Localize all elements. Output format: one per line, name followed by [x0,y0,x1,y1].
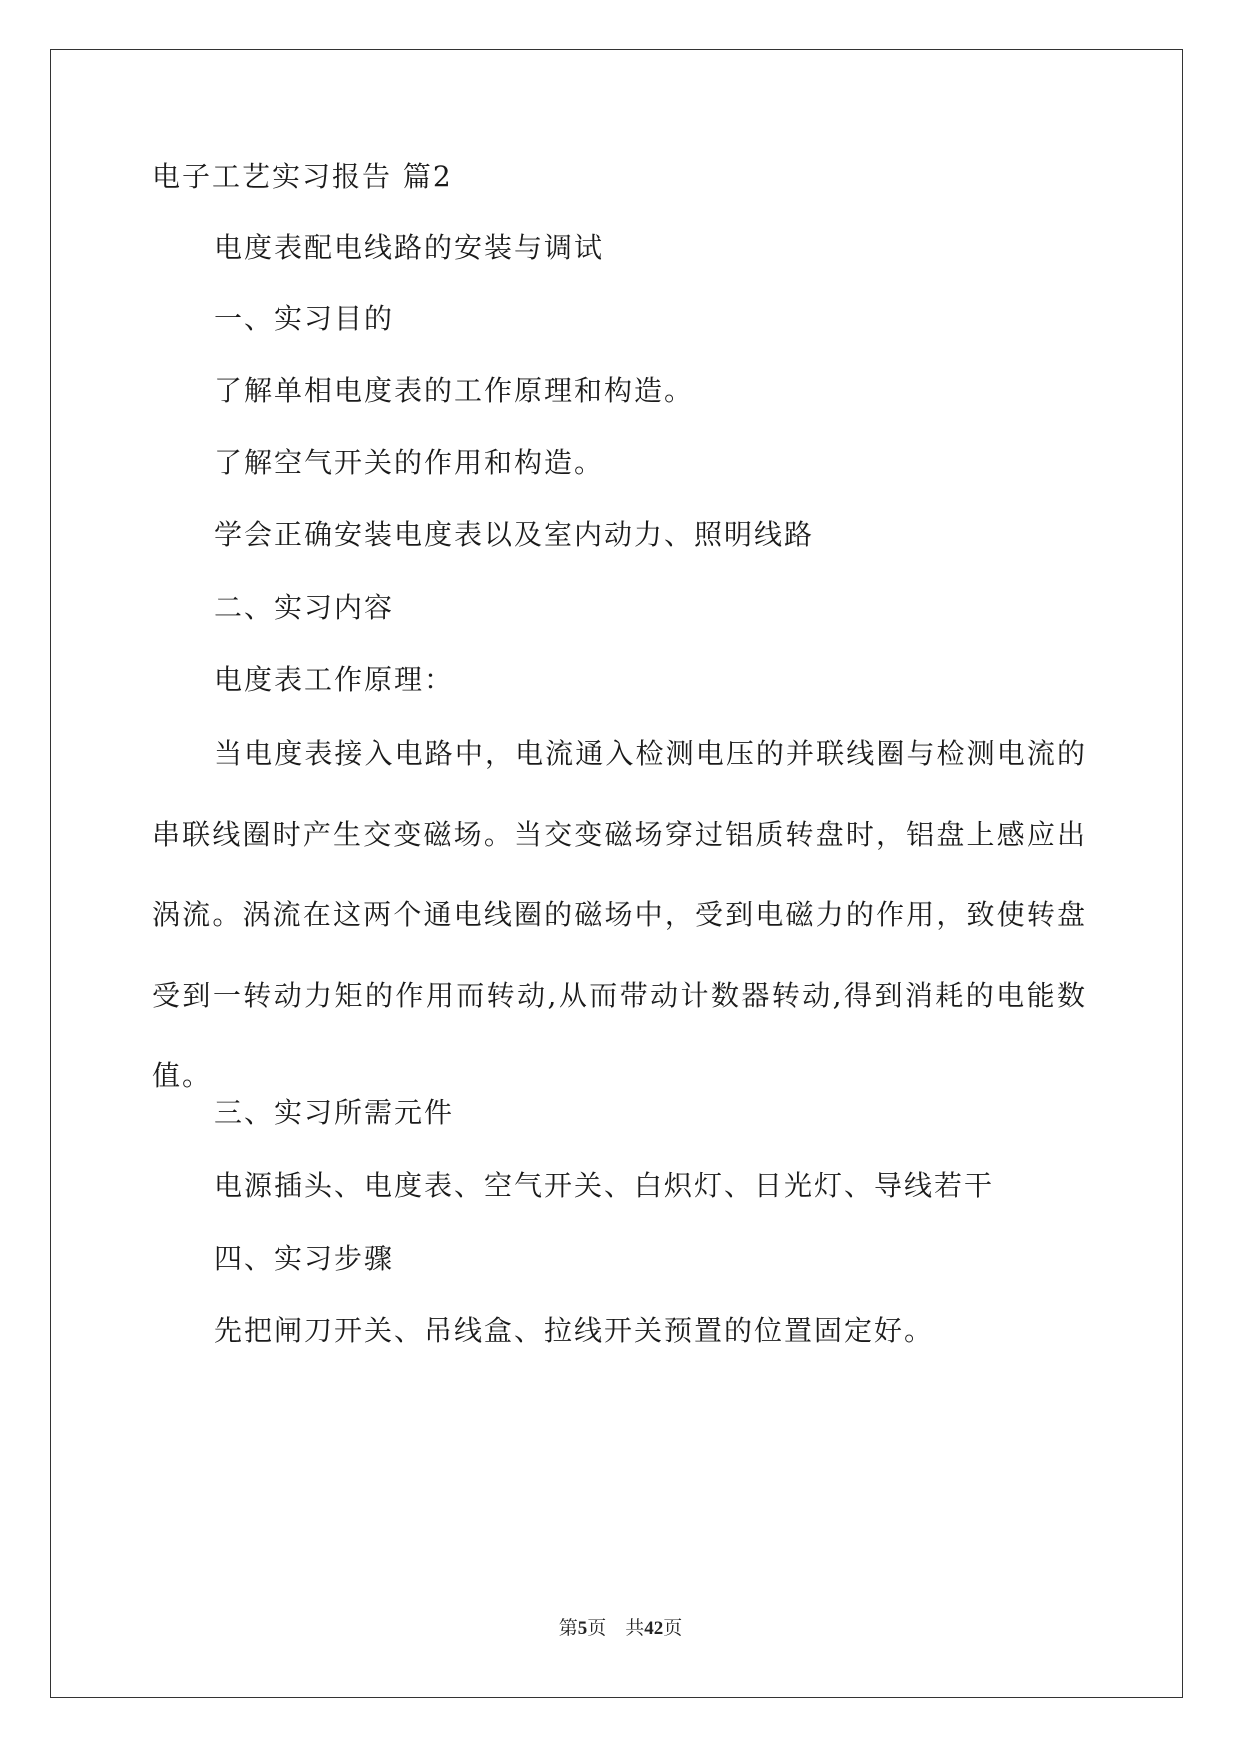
total-pages: 42 [644,1618,664,1639]
purpose-item: 了解单相电度表的工作原理和构造。 [214,374,695,407]
purpose-item: 学会正确安装电度表以及室内动力、照明线路 [214,518,815,551]
paragraph-meter-principle: 当电度表接入电路中，电流通入检测电压的并联线圈与检测电流的串联线圈时产生交变磁场。当交变磁场穿过铝质转盘时，铝盘上感应出涡流。涡流在这两个通电线圈的磁场中，受到电磁力的作用，致使转盘受到一转动力矩的作用而转动,从而带动计数器转动,得到消耗的电能数值。 [152,737,1087,1092]
document-subtitle: 电度表配电线路的安装与调试 [214,231,605,264]
footer-prefix: 第 [558,1617,578,1639]
footer-middle: 页 共 [587,1617,645,1639]
section-heading-components: 三、实习所需元件 [214,1096,455,1129]
section-heading-purpose: 一、实习目的 [214,302,395,335]
document-title: 电子工艺实习报告 篇2 [152,160,453,193]
page-footer [0,1615,1241,1642]
footer-suffix: 页 [663,1617,683,1639]
section-heading-content: 二、实习内容 [214,591,395,624]
purpose-item: 了解空气开关的作用和构造。 [214,446,605,479]
steps-text: 先把闸刀开关、吊线盒、拉线开关预置的位置固定好。 [214,1314,935,1347]
sub-heading-meter-principle: 电度表工作原理： [214,663,455,696]
components-list: 电源插头、电度表、空气开关、白炽灯、日光灯、导线若干 [214,1169,995,1202]
page-number: 5 [577,1618,588,1639]
section-heading-steps: 四、实习步骤 [214,1242,395,1275]
